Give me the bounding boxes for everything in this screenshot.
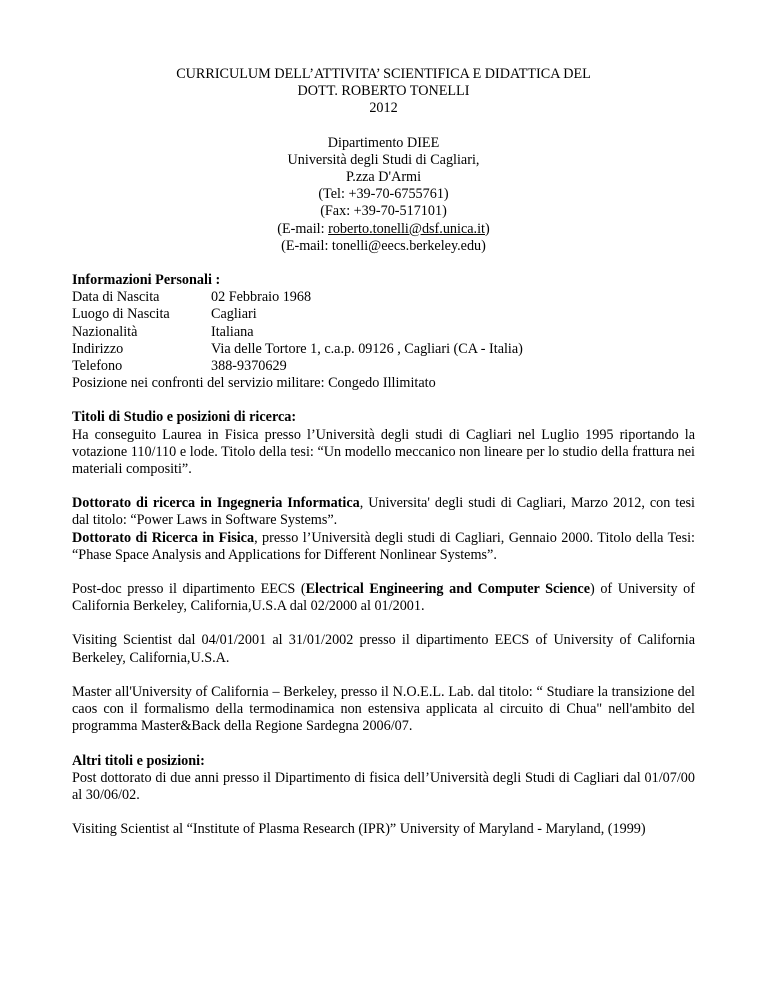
- personal-row-value: 02 Febbraio 1968: [211, 289, 312, 306]
- other-visiting: Visiting Scientist al “Institute of Plasma Research (IPR)” University of Maryland - Maryland, (1999): [72, 821, 646, 838]
- personal-row-label: Data di Nascita: [72, 289, 160, 306]
- personal-row-value: Italiana: [211, 323, 254, 340]
- cv-title-name: DOTT. ROBERTO TONELLI: [297, 83, 470, 100]
- contact-email-2: (E-mail: tonelli@eecs.berkeley.edu): [281, 237, 486, 254]
- contact-email-1-link[interactable]: roberto.tonelli@dsf.unica.it: [328, 220, 485, 237]
- personal-row-birthplace: [72, 306, 695, 323]
- personal-row-label: Telefono: [72, 358, 123, 375]
- other-postdoc: Post dottorato di due anni presso il Dipartimento di fisica dell’Università degli Studi di Cagliari dal 01/07/00 al 30/06/02.: [72, 769, 695, 803]
- personal-row-value: 388-9370629: [211, 358, 287, 375]
- personal-row-address: [72, 341, 695, 358]
- cv-title-year: 2012: [369, 100, 398, 117]
- personal-row-nationality: [72, 324, 695, 341]
- contact-email-1: [72, 221, 695, 238]
- cv-title-line-1: CURRICULUM DELL’ATTIVITA’ SCIENTIFICA E DIDATTICA DEL: [176, 66, 591, 82]
- personal-row-label: Luogo di Nascita: [72, 306, 170, 323]
- personal-row-label: Nazionalità: [72, 323, 138, 340]
- phd-informatica-details: , Universita' degli studi di Cagliari, Marzo 2012, con tesi dal titolo: “Power Laws in Software Systems”.: [72, 495, 695, 529]
- personal-row-phone: [72, 358, 695, 375]
- studies-phd-fisica: [72, 530, 695, 564]
- other-section: [72, 753, 695, 805]
- phd-fisica-title: Dottorato di Ricerca in Fisica: [72, 529, 255, 546]
- personal-row-birthdate: [72, 289, 695, 306]
- contact-email-1-suffix: ): [484, 220, 490, 237]
- document-page: [72, 66, 695, 838]
- personal-row-value: Cagliari: [211, 306, 257, 323]
- studies-section: [72, 409, 695, 478]
- cv-title: [72, 66, 695, 118]
- phd-fisica-details: , presso l’Università degli studi di Cagliari, Gennaio 2000. Titolo della Tesi: “Phase Space Analysis and Applications for Different Nonlinear Systems”.: [72, 529, 695, 563]
- postdoc-department-name: Electrical Engineering and Computer Science: [305, 581, 591, 598]
- phd-informatica-title: Dottorato di ricerca in Ingegneria Informatica: [72, 495, 360, 512]
- personal-info-section: [72, 272, 695, 392]
- studies-master: Master all'University of California – Berkeley, presso il N.O.E.L. Lab. dal titolo: “ Studiare la transizione del caos con il formalismo della termodinamica non estensiva applicata al circuito di Chua" nell'ambito del programma Master&Back della Regione Sardegna 2006/07.: [72, 683, 695, 735]
- studies-visiting: Visiting Scientist dal 04/01/2001 al 31/01/2002 presso il dipartimento EECS of University of California Berkeley, California,U.S.A.: [72, 632, 695, 666]
- studies-heading: Titoli di Studio e posizioni di ricerca:: [72, 409, 297, 426]
- contact-tel: (Tel: +39-70-6755761): [318, 186, 449, 203]
- other-heading: Altri titoli e posizioni:: [72, 752, 205, 769]
- postdoc-prefix: Post-doc presso il dipartimento EECS (: [72, 581, 306, 598]
- contact-address: P.zza D'Armi: [345, 169, 422, 186]
- studies-phd-informatica: [72, 495, 695, 529]
- studies-postdoc: [72, 581, 695, 615]
- personal-row-label: Indirizzo: [72, 340, 124, 357]
- contact-block: [72, 135, 695, 255]
- contact-university: Università degli Studi di Cagliari,: [287, 151, 480, 168]
- phd-section: [72, 495, 695, 564]
- contact-email-1-prefix: (E-mail:: [277, 220, 329, 237]
- contact-department: Dipartimento DIEE: [327, 134, 440, 151]
- contact-fax: (Fax: +39-70-517101): [320, 203, 447, 220]
- personal-row-value: Via delle Tortore 1, c.a.p. 09126 , Cagliari (CA - Italia): [211, 340, 523, 357]
- studies-laurea: Ha conseguito Laurea in Fisica presso l’Università degli studi di Cagliari nel Luglio 1995 riportando la votazione 110/110 e lode. Titolo della tesi: “Un modello meccanico non lineare per lo studio della frattura nei materiali compositi”.: [72, 426, 695, 478]
- personal-info-heading: Informazioni Personali :: [72, 272, 221, 289]
- postdoc-suffix: ) of University of California Berkeley, California,U.S.A dal 02/2000 al 01/2001.: [72, 581, 695, 615]
- personal-military-status: Posizione nei confronti del servizio militare: Congedo Illimitato: [72, 375, 436, 392]
